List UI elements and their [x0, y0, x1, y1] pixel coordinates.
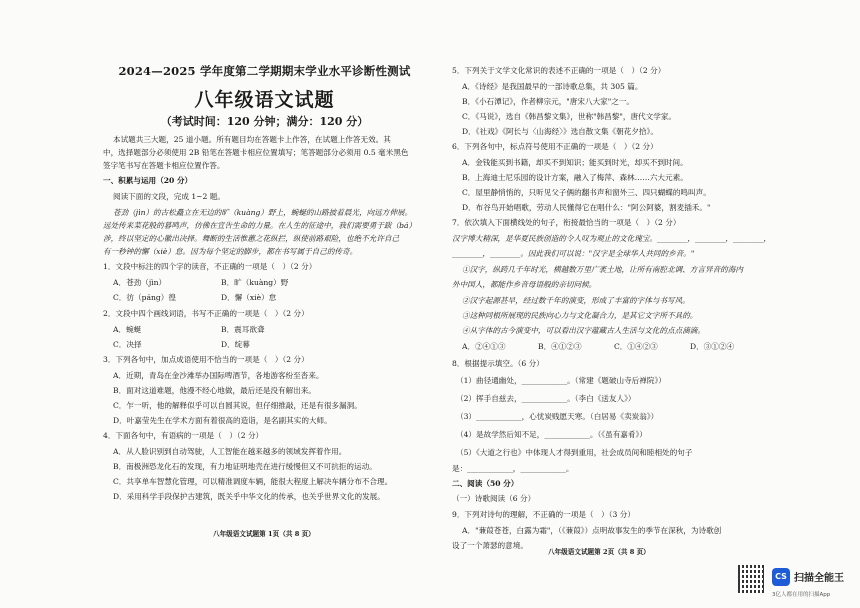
exam-title: 2024—2025 学年度第二学期期末学业水平诊断性测试 [118, 64, 411, 78]
page-footer-left: 八年级语文试题第 1页（共 8 页） [213, 530, 315, 538]
subject-title: 八年级语文试题 [194, 89, 335, 111]
text-line: 1．文段中标注的四个字的读音，不正确的一项是（ ）（2 分） [103, 262, 317, 271]
watermark-title: 扫描全能王 [794, 573, 844, 584]
text-line: C．①④②③ [614, 342, 658, 351]
text-line: 3．下列各句中，加点成语使用不恰当的一项是（ ）（2 分） [103, 355, 309, 364]
text-line: 8．根据提示填空。（6 分） [452, 359, 544, 368]
text-line: 外中国人，都能作乡音母语般的亲切问候。 [452, 280, 597, 289]
text-line: 汉字博大精深，是华夏民族创造的令人叹为观止的文化瑰宝。________，________，________， [452, 234, 771, 243]
text-line: 6．下列各句中，标点符号使用不正确的一项是（ ）（2 分） [452, 142, 658, 151]
text-line: ③这种同根所展现的民族向心力与文化凝合力，是其它文字所不具的。 [462, 311, 698, 320]
text-line: 二、阅读（50 分） [452, 479, 519, 488]
text-line: ②汉字起源甚早，经过数千年的演变，形成了丰富的字体与书写风。 [462, 296, 690, 305]
text-line: 5．下列关于文学文化常识的表述不正确的一项是（ ）（2 分） [452, 66, 666, 75]
text-line: 远处传来菜花般的暮鸣声，仿佛在宣告生命的力量。在人生的征途中，我们需要勇于跋（bá） [103, 221, 417, 230]
camscanner-logo: CS [772, 568, 790, 586]
text-line: D．③①②④ [690, 342, 735, 351]
text-line: 中，选择题部分必须使用 2B 铅笔在答题卡相应位置填写；笔答题部分必须用 0.5 毫米黑色 [103, 148, 409, 157]
text-line: A．从人脸识别到自动驾驶，人工智能在越来越多的领域发挥着作用。 [113, 447, 347, 456]
text-line: A．②④①③ [462, 342, 506, 351]
text-line: （4）是故学然后知不足，____________。（《虽有嘉肴》） [456, 430, 647, 439]
text-line: D．懈（xiè）怠 [221, 293, 277, 302]
text-line: 苍劲（jìn）的古松矗立在无边的旷（kuàng）野上，蜿蜒的山路披着晨光，向远方伸展。 [113, 208, 413, 217]
text-line: D．采用科学手段保护古建筑，既关乎中华文化的传承，也关乎世界文化的发展。 [113, 492, 385, 501]
text-line: ________，________。因此我们可以说："汉字是全球华人共同的乡音。" [452, 249, 695, 258]
text-line: D．叶嘉莹先生在学术方面有着很高的造诣，是名副其实的大师。 [113, 416, 332, 425]
text-line: （5）《大道之行也》中体现人才得到重用，社会成员间和睦相处的句子 [456, 448, 693, 457]
text-line: 4．下面各句中，有语病的一项是（ ）（2 分） [103, 431, 264, 440]
text-line: B．震耳欲聋 [221, 325, 265, 334]
text-line: B．④①②③ [538, 342, 582, 351]
text-line: D．绽幕 [221, 340, 250, 349]
text-line: 2．文段中四个画线词语，书写不正确的一项是（ ）（2 分） [103, 309, 309, 318]
text-line: （一）诗歌阅读（6 分） [452, 494, 536, 503]
text-line: （3）____________，心忧炭贱愿天寒。（白居易《卖炭翁》） [456, 412, 659, 421]
text-line: B．《小石潭记》，作者柳宗元，"唐宋八大家"之一。 [462, 97, 635, 106]
text-line: ①汉字，纵跨几千年时光，横越数万里广袤土地，让所有南腔北调、方言异音的海内 [462, 265, 743, 274]
exam-info: （考试时间：120 分钟；满分：120 分） [160, 115, 369, 128]
text-line: A．蜿蜒 [113, 325, 142, 334]
text-line: ④从字体的古今演变中，可以看出汉字蕴藏古人生活与文化的点点滴滴。 [462, 326, 705, 335]
text-line: A．金钱能买到书籍，却买不到知识；能买到时光，却买不到时间。 [462, 158, 688, 167]
text-line: 有一秒钟的懈（xiè）怠。因为每个坚定的脚步，都在书写属于自己的传奇。 [103, 247, 358, 256]
text-line: B．面对这道难题，他漫不经心地做，最后还是没有解出来。 [113, 386, 317, 395]
text-line: C．屋里静悄悄的，只听见父子俩的翻书声和窗外三、四只蝴蝶的鸣叫声。 [462, 188, 711, 197]
text-line: 一、积累与运用（20 分） [103, 176, 193, 185]
text-line: 本试题共三大题，25 道小题。所有题目均在答题卡上作答，在试题上作答无效。其 [113, 135, 391, 144]
page-footer-right: 八年级语文试题第 2页（共 8 页） [548, 548, 650, 556]
text-line: C．《马说》，选自《韩昌黎文集》，世称"韩昌黎"，唐代文学家。 [462, 112, 677, 121]
text-line: B．上海迪士尼乐园的设计方案，融入了梅萍、森林……六大元素。 [462, 173, 688, 182]
text-line: 设了一个萧瑟的意境。 [452, 541, 528, 550]
text-line: 阅读下面的文段，完成 1~2 题。 [113, 192, 225, 201]
text-line: （2）挥手自兹去，____________。（李白《送友人》） [456, 394, 636, 403]
text-line: A．"蒹葭苍苍，白露为霜"，（《蒹葭》）点明故事发生的季节在深秋，为诗歌创 [462, 526, 722, 535]
text-line: 7．依次填入下面横线处的句子，衔接最恰当的一项是（ ）（2 分） [452, 218, 681, 227]
text-line: D．《社戏》《阿长与〈山海经〉》选自散文集《朝花夕拾》。 [462, 127, 658, 136]
text-line: A．《诗经》是我国最早的一部诗歌总集，共 305 篇。 [462, 82, 643, 91]
text-line: 是：____________，____________。 [452, 464, 574, 473]
text-line: 涉，终以坚定的心徽出决择。舞断的生活惟蕙之花纵拦，纵使前路艰险，也绝不允许自己 [103, 234, 400, 243]
text-line: （1）曲径通幽处，____________。（常建《题破山寺后禅院》） [456, 376, 666, 385]
text-line: B．南极洲恐龙化石的发现，有力地证明地壳在进行缓慢但又不可抗拒的运动。 [113, 462, 377, 471]
qr-code [738, 565, 766, 593]
text-line: C．乍一听，他的解释似乎可以自圆其说，但仔细推敲，还是有很多漏洞。 [113, 401, 362, 410]
text-line: 9．下列对诗句的理解，不正确的一项是（ ）（3 分） [452, 510, 635, 519]
text-line: B．旷（kuàng）野 [221, 278, 289, 287]
text-line: A．近期，青岛在金沙滩举办国际啤酒节，各地游客纷至沓来。 [113, 371, 324, 380]
text-line: C．共享单车智慧化管理，可以精准调度车辆，能很大程度上解决车辆分布不合理。 [113, 477, 393, 486]
text-line: 签字笔书写在答题卡相应位置作答。 [103, 161, 225, 170]
text-line: D．布谷鸟开始唱歌，劳动人民懂得它在唱什么："阿公阿婆，割麦插禾。" [462, 203, 711, 212]
text-line: C．彷（páng）徨 [113, 293, 176, 302]
watermark-subtitle: 3亿人都在用的扫描App [772, 592, 831, 598]
text-line: C．决择 [113, 340, 142, 349]
text-line: A．苍劲（jìn） [113, 278, 167, 287]
